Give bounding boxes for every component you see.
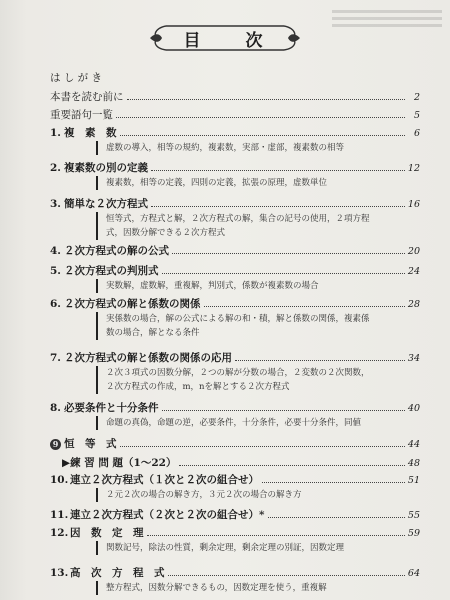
toc-entry-page: 2 [413,92,420,103]
toc-subtopics [96,312,421,340]
toc-entry-title: ２次方程式の解の公式 [64,245,169,257]
toc-subtopics [96,488,421,502]
toc-entry [50,525,420,539]
toc-entry-page: 12 [407,163,420,174]
leader-dots [235,360,405,361]
toc-entry [62,455,420,469]
toc-entry [50,89,420,103]
toc-entry-page: 20 [407,246,420,257]
toc-subtopics [96,176,421,190]
toc-entry-title: ２次方程式の解と係数の関係 [64,298,201,310]
toc-entry-title: 必要条件と十分条件 [64,402,159,414]
leader-dots [151,170,405,171]
toc-entry-number: 5. [50,265,61,277]
leader-dots [151,206,405,207]
toc-subtopics [96,141,421,155]
toc-entry-title: 複素数の別の定義 [64,162,148,174]
toc-entry-title: は し が き [50,72,103,84]
toc-subtopics [96,212,421,240]
toc-entry-title: 因 数 定 理 [70,527,144,539]
chapter-number-marker: 9 [50,439,61,450]
toc-entry-title: ▶練 習 問 題（1～22） [62,457,177,469]
toc-entry [50,243,420,257]
toc-entry-page: 34 [407,353,420,364]
leader-dots [120,446,405,447]
toc-entry-title: 連立２次方程式（１次と２次の組合せ） [70,474,259,486]
toc-entry-page: 24 [407,266,420,277]
toc-subtopics [96,279,421,293]
toc-entry [50,125,420,139]
toc-entry-page: 44 [407,439,420,450]
toc-entry [50,263,420,277]
toc-entry-page: 55 [407,510,420,521]
subtopic-line: 整方程式，因数分解できるもの，因数定理を使う，重複解 [106,583,327,593]
toc-entry-number: 2. [50,162,61,174]
toc-entry-title: 恒 等 式 [64,438,117,450]
toc-entry-number: 8. [50,402,61,414]
toc-entry [50,107,420,121]
toc-entry-page: 48 [407,458,420,469]
toc-entry-title: 本書を読む前に [50,91,124,103]
toc-entry-page: 5 [413,110,420,121]
leader-dots [162,273,405,274]
toc-entry-page: 16 [407,199,420,210]
toc-entry-number: 4. [50,245,61,257]
leader-dots [268,517,405,518]
toc-subtopics [96,581,421,595]
leader-dots [116,117,405,118]
toc-entry-page: 51 [407,475,420,486]
toc-entry [50,472,420,486]
subtopic-line: ２次方程式の作成，m，nを解とする２次方程式 [106,382,290,392]
toc-entry-title: ２次方程式の解と係数の関係の応用 [64,352,232,364]
leader-dots [179,465,404,466]
subtopic-line: 恒等式，方程式と解，２次方程式の解，集合の記号の使用，２項方程 [106,214,370,224]
subtopic-line: ２次３項式の因数分解，２つの解が分数の場合，２変数の２次関数， [106,368,370,378]
leader-dots [127,99,406,100]
toc-entry [50,350,420,364]
toc-entry-number: 3. [50,198,61,210]
toc-subtopics [96,541,421,555]
toc-subtopics [96,416,421,430]
toc-entry [50,196,420,210]
toc-entry-title: 簡単な２次方程式 [64,198,148,210]
leader-dots [147,535,405,536]
toc-entry-number: 7. [50,352,61,364]
leader-dots [204,306,405,307]
toc-entry-page: 6 [413,128,420,139]
subtopic-line: 数の場合，解となる条件 [106,328,200,338]
toc-entry-number: 12. [50,527,69,539]
toc-entry [50,436,420,450]
toc-entry-number: 13. [50,567,69,579]
toc-entry [50,400,420,414]
leader-dots [162,410,405,411]
subtopic-line: 関数記号，除法の性質，剰余定理，剰余定理の別証，因数定理 [106,543,345,553]
toc-entry-title: 複 素 数 [64,127,117,139]
toc-entry-number: 10. [50,474,69,486]
toc-entry-page: 40 [407,403,420,414]
toc-entry-title: 連立２次方程式（２次と２次の組合せ）* [70,509,265,521]
toc-entry-number: 11. [50,509,69,521]
toc-entry [50,70,420,84]
subtopic-line: 式，因数分解できる２次方程式 [106,228,226,238]
toc-entry [50,565,420,579]
toc-entry-number: 6. [50,298,61,310]
toc-entry-title: 高 次 方 程 式 [70,567,165,579]
toc-entry [50,160,420,174]
toc-subtopics [96,366,421,394]
toc-entry-page: 64 [407,568,420,579]
subtopic-line: 複素数，相等の定義，四則の定義，拡張の原理，虚数単位 [106,178,328,188]
toc-entry-page: 59 [407,528,420,539]
leader-dots [172,253,405,254]
toc-entry-title: ２次方程式の判別式 [64,265,159,277]
leader-dots [262,482,405,483]
toc-entry [50,507,420,521]
leader-dots [168,575,405,576]
toc-entry-title: 重要語句一覧 [50,109,113,121]
page-title: 目 次 [183,31,277,51]
subtopic-line: 実係数の場合，解の公式による解の和・積，解と係数の関係，複素係 [106,314,370,324]
subtopic-line: 命題の真偽，命題の逆，必要条件，十分条件，必要十分条件，同値 [106,418,362,428]
leader-dots [120,135,406,136]
toc-entry-number: 1. [50,127,61,139]
toc-entry-page: 28 [407,299,420,310]
subtopic-line: 虚数の導入，相等の規約，複素数，実部・虚部，複素数の相等 [106,143,345,153]
toc-entry [50,296,420,310]
subtopic-line: 実数解，虚数解，重複解，判別式，係数が複素数の場合 [106,281,319,291]
subtopic-line: ２元２次の場合の解き方，３元２次の場合の解き方 [106,490,302,500]
